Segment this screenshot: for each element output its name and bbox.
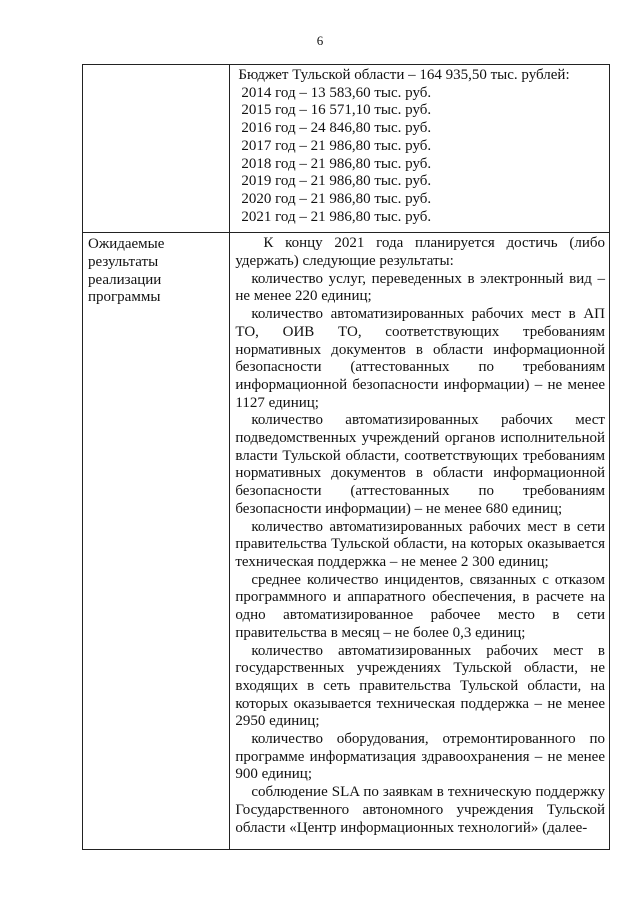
result-item-subordinate-workstations: количество автоматизированных рабочих мест подведомственных учреждений органов исполнительной власти Тульской области, соответствующих требованиям нормативных документов в области информационной безопасности (аттестованных по требованиям безопасности информации) – не менее 680 единиц; xyxy=(235,412,605,517)
results-label-line-4: программы xyxy=(88,289,161,306)
results-label-line-3: реализации xyxy=(88,271,162,288)
results-label-line-2: результаты xyxy=(88,254,159,271)
result-item-services: количество услуг, переведенных в электронный вид – не менее 220 единиц; xyxy=(235,270,605,305)
budget-year-2019: 2019 год – 21 986,80 тыс. руб. xyxy=(241,173,432,190)
budget-label-cell xyxy=(83,65,230,233)
budget-total: Бюджет Тульской области – 164 935,50 тыс. рублей: xyxy=(238,67,570,83)
result-item-network-support: количество автоматизированных рабочих мест в сети правительства Тульской области, на которых оказывается техническая поддержка – не менее 2 300 единиц; xyxy=(235,518,605,570)
result-item-incidents: среднее количество инцидентов, связанных с отказом программного и аппаратного обеспечения, в расчете на одно автоматизированное рабочее место в сети правительства в месяц – не более 0,3 единиц; xyxy=(235,571,605,641)
results-label-cell xyxy=(83,233,230,850)
program-passport-table xyxy=(82,64,610,850)
results-row xyxy=(83,233,610,850)
results-label xyxy=(83,233,229,307)
budget-year-2015: 2015 год – 16 571,10 тыс. руб. xyxy=(241,102,432,119)
results-intro: К концу 2021 года планируется достичь (либо удержать) следующие результаты: xyxy=(235,235,605,270)
budget-cell xyxy=(230,65,610,233)
result-item-sla: соблюдение SLA по заявкам в техническую поддержку Государственного автономного учреждения Тульской области «Центр информационных технологий» (далее- xyxy=(235,784,605,836)
budget-year-2017: 2017 год – 21 986,80 тыс. руб. xyxy=(241,137,432,154)
budget-row xyxy=(83,65,610,233)
result-item-state-institutions: количество автоматизированных рабочих мест в государственных учреждениях Тульской области, не входящих в сеть правительства Тульской области, на которых оказывается техническая поддержка – не менее 2950 единиц; xyxy=(235,642,605,730)
page-number: 6 xyxy=(316,33,324,48)
budget-year-2014: 2014 год – 13 583,60 тыс. руб. xyxy=(241,84,432,101)
budget-year-2018: 2018 год – 21 986,80 тыс. руб. xyxy=(241,155,432,172)
results-text xyxy=(230,233,609,837)
results-label-line-1: Ожидаемые xyxy=(88,236,165,253)
budget-year-2016: 2016 год – 24 846,80 тыс. руб. xyxy=(241,120,432,137)
budget-year-2020: 2020 год – 21 986,80 тыс. руб. xyxy=(241,190,432,207)
budget-block xyxy=(230,65,609,232)
results-cell xyxy=(230,233,610,850)
result-item-equipment-repair: количество оборудования, отремонтированного по программе информатизация здравоохранения – не менее 900 единиц; xyxy=(235,731,605,783)
budget-year-2021: 2021 год – 21 986,80 тыс. руб. xyxy=(241,208,432,225)
result-item-ap-oiv-workstations: количество автоматизированных рабочих мест в АП ТО, ОИВ ТО, соответствующих требованиям нормативных документов в области информационной безопасности (аттестованных по требованиям информационной безопасности информации) – не менее 1127 единиц; xyxy=(235,306,605,411)
